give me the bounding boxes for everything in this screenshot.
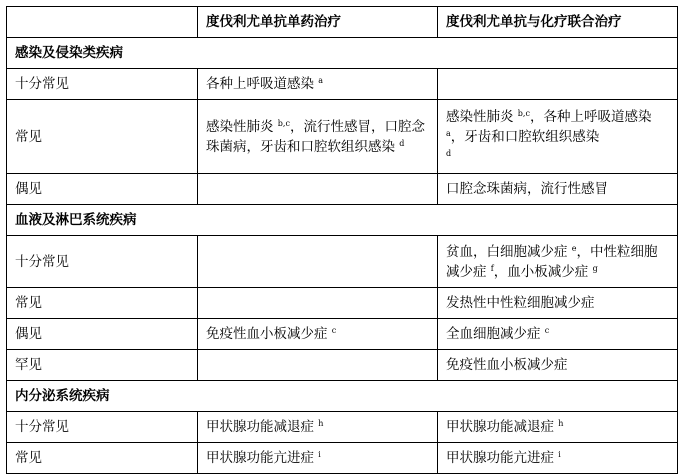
header-row	[7, 7, 678, 38]
table-row	[7, 443, 678, 474]
monotherapy-cell: 甲状腺功能亢进症 $^i$	[198, 443, 438, 474]
section-row	[7, 38, 678, 69]
header-monotherapy: 度伐利尤单抗单药治疗	[198, 7, 438, 38]
monotherapy-cell	[198, 288, 438, 319]
combination-cell: 全血细胞减少症 $^c$	[438, 319, 678, 350]
section-row	[7, 205, 678, 236]
frequency-cell: 常见	[7, 100, 198, 174]
section-title: 血液及淋巴系统疾病	[7, 205, 678, 236]
combination-cell: 感染性肺炎 $^{b,c}$，各种上呼吸道感染 $^a$，牙齿和口腔软组织感染 $^d$	[438, 100, 678, 174]
table-row	[7, 412, 678, 443]
table-row	[7, 174, 678, 205]
frequency-cell: 十分常见	[7, 69, 198, 100]
combination-cell	[438, 69, 678, 100]
header-frequency	[7, 7, 198, 38]
frequency-cell: 常见	[7, 288, 198, 319]
frequency-cell: 十分常见	[7, 412, 198, 443]
combination-cell: 免疫性血小板减少症	[438, 350, 678, 381]
section-title: 内分泌系统疾病	[7, 381, 678, 412]
table-row	[7, 288, 678, 319]
table-row	[7, 100, 678, 174]
adverse-reactions-table	[6, 6, 678, 474]
monotherapy-cell: 免疫性血小板减少症 $^c$	[198, 319, 438, 350]
monotherapy-cell	[198, 350, 438, 381]
monotherapy-cell: 各种上呼吸道感染 $^a$	[198, 69, 438, 100]
combination-cell: 贫血，白细胞减少症 $^e$，中性粒细胞减少症 $^f$，血小板减少症 $^g$	[438, 236, 678, 288]
monotherapy-cell: 感染性肺炎 $^{b,c}$，流行性感冒，口腔念珠菌病，牙齿和口腔软组织感染 $^d$	[198, 100, 438, 174]
combination-cell: 发热性中性粒细胞减少症	[438, 288, 678, 319]
combination-cell: 口腔念珠菌病，流行性感冒	[438, 174, 678, 205]
combination-cell: 甲状腺功能亢进症 $^i$	[438, 443, 678, 474]
frequency-cell: 十分常见	[7, 236, 198, 288]
monotherapy-cell	[198, 174, 438, 205]
table-row	[7, 69, 678, 100]
frequency-cell: 偶见	[7, 319, 198, 350]
monotherapy-cell	[198, 236, 438, 288]
header-combination: 度伐利尤单抗与化疗联合治疗	[438, 7, 678, 38]
frequency-cell: 偶见	[7, 174, 198, 205]
monotherapy-cell: 甲状腺功能减退症 $^h$	[198, 412, 438, 443]
frequency-cell: 罕见	[7, 350, 198, 381]
combination-cell: 甲状腺功能减退症 $^h$	[438, 412, 678, 443]
section-row	[7, 381, 678, 412]
table-row	[7, 319, 678, 350]
table-row	[7, 350, 678, 381]
section-title: 感染及侵染类疾病	[7, 38, 678, 69]
table-row	[7, 236, 678, 288]
frequency-cell: 常见	[7, 443, 198, 474]
